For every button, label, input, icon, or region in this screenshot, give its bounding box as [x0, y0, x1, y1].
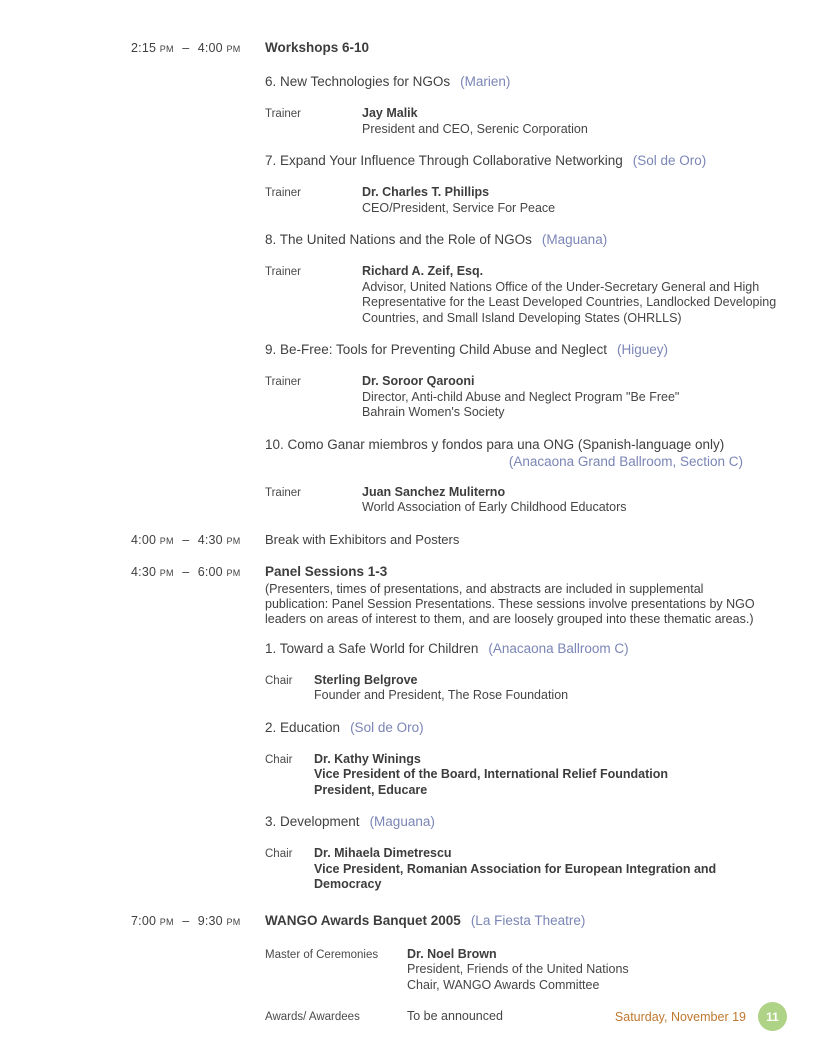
chair-entry [265, 752, 777, 799]
workshop-session-6 [265, 74, 777, 137]
session-title-text: 10. Como Ganar miembros y fondos para una ONG (Spanish-language only) [265, 436, 725, 452]
trainer-title-line: CEO/President, Service For Peace [362, 200, 556, 215]
workshops-time-range [131, 40, 265, 532]
room-label: (Sol de Oro) [632, 153, 707, 168]
chair-label: Chair [265, 753, 293, 766]
room-label: (Maguana) [369, 814, 435, 829]
workshops-heading: Workshops 6-10 [265, 40, 370, 55]
time-dash: – [182, 564, 190, 579]
session-title-text: 9. Be-Free: Tools for Preventing Child Abuse and Neglect [265, 342, 607, 357]
trainer-details [362, 106, 777, 137]
time-dash: – [182, 532, 190, 547]
room-label: (Marien) [460, 74, 511, 89]
page-number-badge: 11 [758, 1002, 787, 1031]
trainer-label: Trainer [265, 376, 301, 388]
trainer-entry [265, 374, 777, 421]
chair-name: Dr. Mihaela Dimetrescu [314, 846, 452, 860]
time-end: 6:00 pm [197, 564, 241, 579]
chair-entry [265, 673, 777, 704]
room-label: (Sol de Oro) [350, 719, 424, 735]
trainer-entry [265, 185, 777, 216]
chair-details [314, 846, 777, 893]
mc-entry [265, 947, 777, 994]
session-title-text: 3. Development [265, 814, 360, 829]
room-label: (Higuey) [616, 342, 668, 357]
room-label: (Anacaona Ballroom C) [488, 640, 629, 656]
footer-date: Saturday, November 19 [614, 1009, 746, 1024]
trainer-name: Dr. Charles T. Phillips [362, 185, 490, 199]
trainer-title-line: Director, Anti-child Abuse and Neglect Program "Be Free" [362, 389, 680, 404]
trainer-name: Juan Sanchez Muliterno [362, 484, 506, 499]
session-title [265, 720, 777, 735]
break-block [131, 532, 777, 547]
workshops-column [265, 40, 777, 532]
trainer-title-line: World Association of Early Childhood Educators [362, 500, 627, 514]
trainer-label: Trainer [265, 266, 301, 278]
panel-session-3 [265, 814, 777, 893]
time-end: 4:30 pm [197, 532, 241, 547]
time-start: 4:00 pm [131, 532, 174, 547]
session-title [265, 814, 777, 829]
trainer-entry [265, 106, 777, 137]
trainer-details [362, 485, 777, 516]
workshop-session-8 [265, 232, 777, 326]
chair-title-line: President, Educare [314, 782, 428, 797]
chair-title-line: Founder and President, The Rose Foundation [314, 688, 569, 702]
workshop-session-7 [265, 153, 777, 216]
chair-title-line: Vice President of the Board, International Relief Foundation [314, 767, 668, 781]
trainer-entry [265, 264, 777, 326]
time-end: 9:30 pm [197, 913, 241, 928]
room-label: (Anacaona Grand Ballroom, Section C) [508, 453, 743, 469]
session-title-text: 7. Expand Your Influence Through Collaborative Networking [265, 153, 623, 168]
session-title-text: 6. New Technologies for NGOs [265, 74, 451, 89]
workshop-session-9 [265, 342, 777, 421]
mc-title-line: President, Friends of the United Nations [407, 962, 629, 976]
panels-heading: Panel Sessions 1-3 [265, 563, 388, 579]
trainer-details [362, 264, 777, 326]
panel-session-1 [265, 641, 777, 704]
chair-label: Chair [265, 848, 293, 860]
session-title [265, 74, 777, 89]
session-title-text: 1. Toward a Safe World for Children [265, 640, 479, 656]
mc-details [407, 947, 777, 994]
session-room-line [265, 454, 777, 469]
chair-entry [265, 846, 777, 893]
banquet-heading [265, 913, 777, 928]
mc-title-line: Chair, WANGO Awards Committee [407, 977, 600, 992]
session-title [265, 153, 777, 168]
trainer-details [362, 185, 777, 216]
chair-label: Chair [265, 674, 293, 687]
break-time-range [131, 532, 265, 547]
mc-label: Master of Ceremonies [265, 948, 379, 961]
chair-name: Dr. Kathy Winings [314, 751, 421, 766]
time-start: 7:00 pm [131, 913, 174, 928]
trainer-label: Trainer [265, 187, 301, 199]
trainer-org-line: Bahrain Women's Society [362, 405, 505, 419]
time-dash: – [182, 913, 190, 928]
panels-column [265, 564, 777, 893]
trainer-details [362, 374, 777, 421]
program-content [131, 40, 777, 1026]
panels-time-range [131, 564, 265, 893]
trainer-name: Dr. Soroor Qarooni [362, 374, 475, 388]
trainer-title-line: President and CEO, Serenic Corporation [362, 121, 588, 136]
room-label: (Maguana) [541, 232, 608, 247]
time-end: 4:00 pm [197, 41, 241, 55]
page-footer [615, 1002, 787, 1031]
banquet-title-text: WANGO Awards Banquet 2005 [265, 912, 461, 928]
panels-block [131, 564, 777, 893]
trainer-name: Richard A. Zeif, Esq. [362, 264, 484, 278]
chair-name: Sterling Belgrove [314, 672, 418, 687]
session-title-text: 2. Education [265, 719, 341, 735]
session-title-text: 8. The United Nations and the Role of NGOs [265, 232, 532, 247]
mc-name: Dr. Noel Brown [407, 946, 497, 961]
panels-note: (Presenters, times of presentations, and abstracts are included in supplemental publication: Panel Session Presentations. These sessions involve presentations by NGO leaders on areas of interest to them, and are loosely grouped into these thematic areas.) [265, 581, 755, 626]
trainer-label: Trainer [265, 486, 301, 499]
chair-details [314, 673, 777, 704]
time-start: 4:30 pm [131, 564, 174, 579]
workshop-session-10 [265, 437, 777, 516]
break-title: Break with Exhibitors and Posters [265, 531, 460, 547]
session-title [265, 437, 777, 452]
awards-value: To be announced [407, 1009, 503, 1023]
trainer-label: Trainer [265, 108, 301, 120]
awards-label: Awards/ Awardees [265, 1011, 360, 1023]
panel-session-2 [265, 720, 777, 799]
session-title [265, 232, 777, 247]
trainer-name: Jay Malik [362, 106, 418, 120]
trainer-title-line: Advisor, United Nations Office of the Under-Secretary General and High Representative for the Least Developed Countries, Landlocked Developing Countries, and Small Island Developing States (OHRLLS) [362, 279, 777, 325]
workshops-block [131, 40, 777, 532]
chair-details [314, 752, 777, 799]
chair-title-line: Vice President, Romanian Association for European Integration and Democracy [314, 861, 717, 891]
banquet-time-range [131, 913, 265, 1026]
trainer-entry [265, 485, 777, 516]
session-title [265, 342, 777, 357]
time-dash: – [182, 41, 190, 55]
session-title [265, 641, 777, 656]
time-start: 2:15 pm [131, 41, 174, 55]
room-label: (La Fiesta Theatre) [470, 912, 586, 928]
